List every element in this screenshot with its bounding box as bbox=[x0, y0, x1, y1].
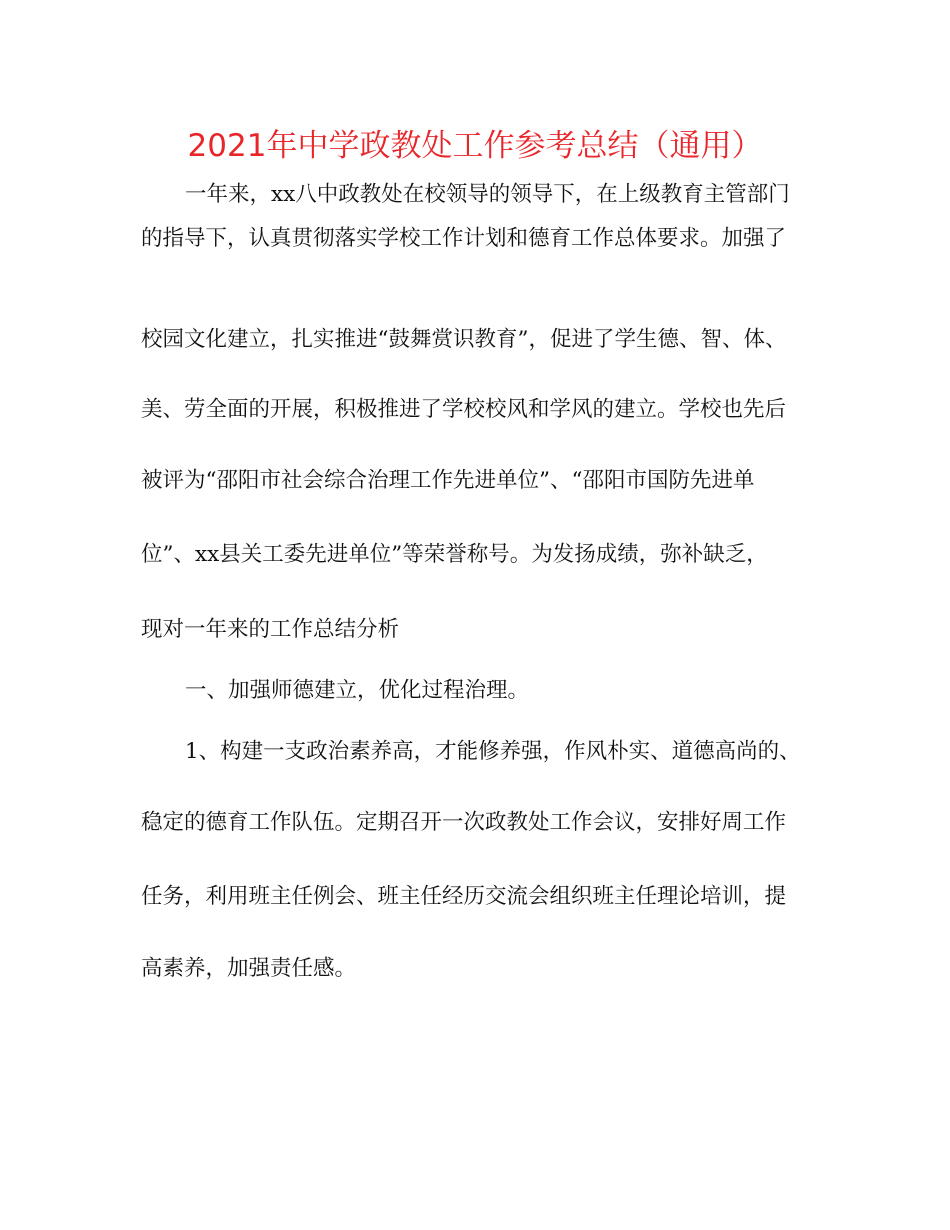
document-title: 2021年中学政教处工作参考总结（通用） bbox=[187, 128, 763, 164]
paragraph-line: 现对一年来的工作总结分析 bbox=[141, 617, 400, 642]
paragraph-line: 一年来，xx八中政教处在校领导的领导下，在上级教育主管部门 bbox=[185, 182, 790, 207]
paragraph-line: 美、劳全面的开展，积极推进了学校校风和学风的建立。学校也先后 bbox=[141, 397, 787, 422]
paragraph-line: 位”、xx县关工委先进单位”等荣誉称号。为发扬成绩，弥补缺乏， bbox=[141, 542, 768, 567]
paragraph-line: 被评为“邵阳市社会综合治理工作先进单位”、“邵阳市国防先进单 bbox=[141, 468, 755, 493]
paragraph-line: 1、构建一支政治素养高，才能修养强，作风朴实、道德高尚的、 bbox=[185, 739, 801, 764]
paragraph-line: 任务，利用班主任例会、班主任经历交流会组织班主任理论培训，提 bbox=[141, 884, 787, 909]
paragraph-line: 校园文化建立，扎实推进“鼓舞赏识教育”，促进了学生德、智、体、 bbox=[141, 327, 787, 352]
paragraph-line: 稳定的德育工作队伍。定期召开一次政教处工作会议，安排好周工作 bbox=[141, 810, 787, 835]
section-heading: 一、加强师德建立，优化过程治理。 bbox=[185, 678, 530, 703]
paragraph-line: 的指导下，认真贯彻落实学校工作计划和德育工作总体要求。加强了 bbox=[141, 226, 787, 251]
paragraph-line: 高素养，加强责任感。 bbox=[141, 956, 357, 981]
